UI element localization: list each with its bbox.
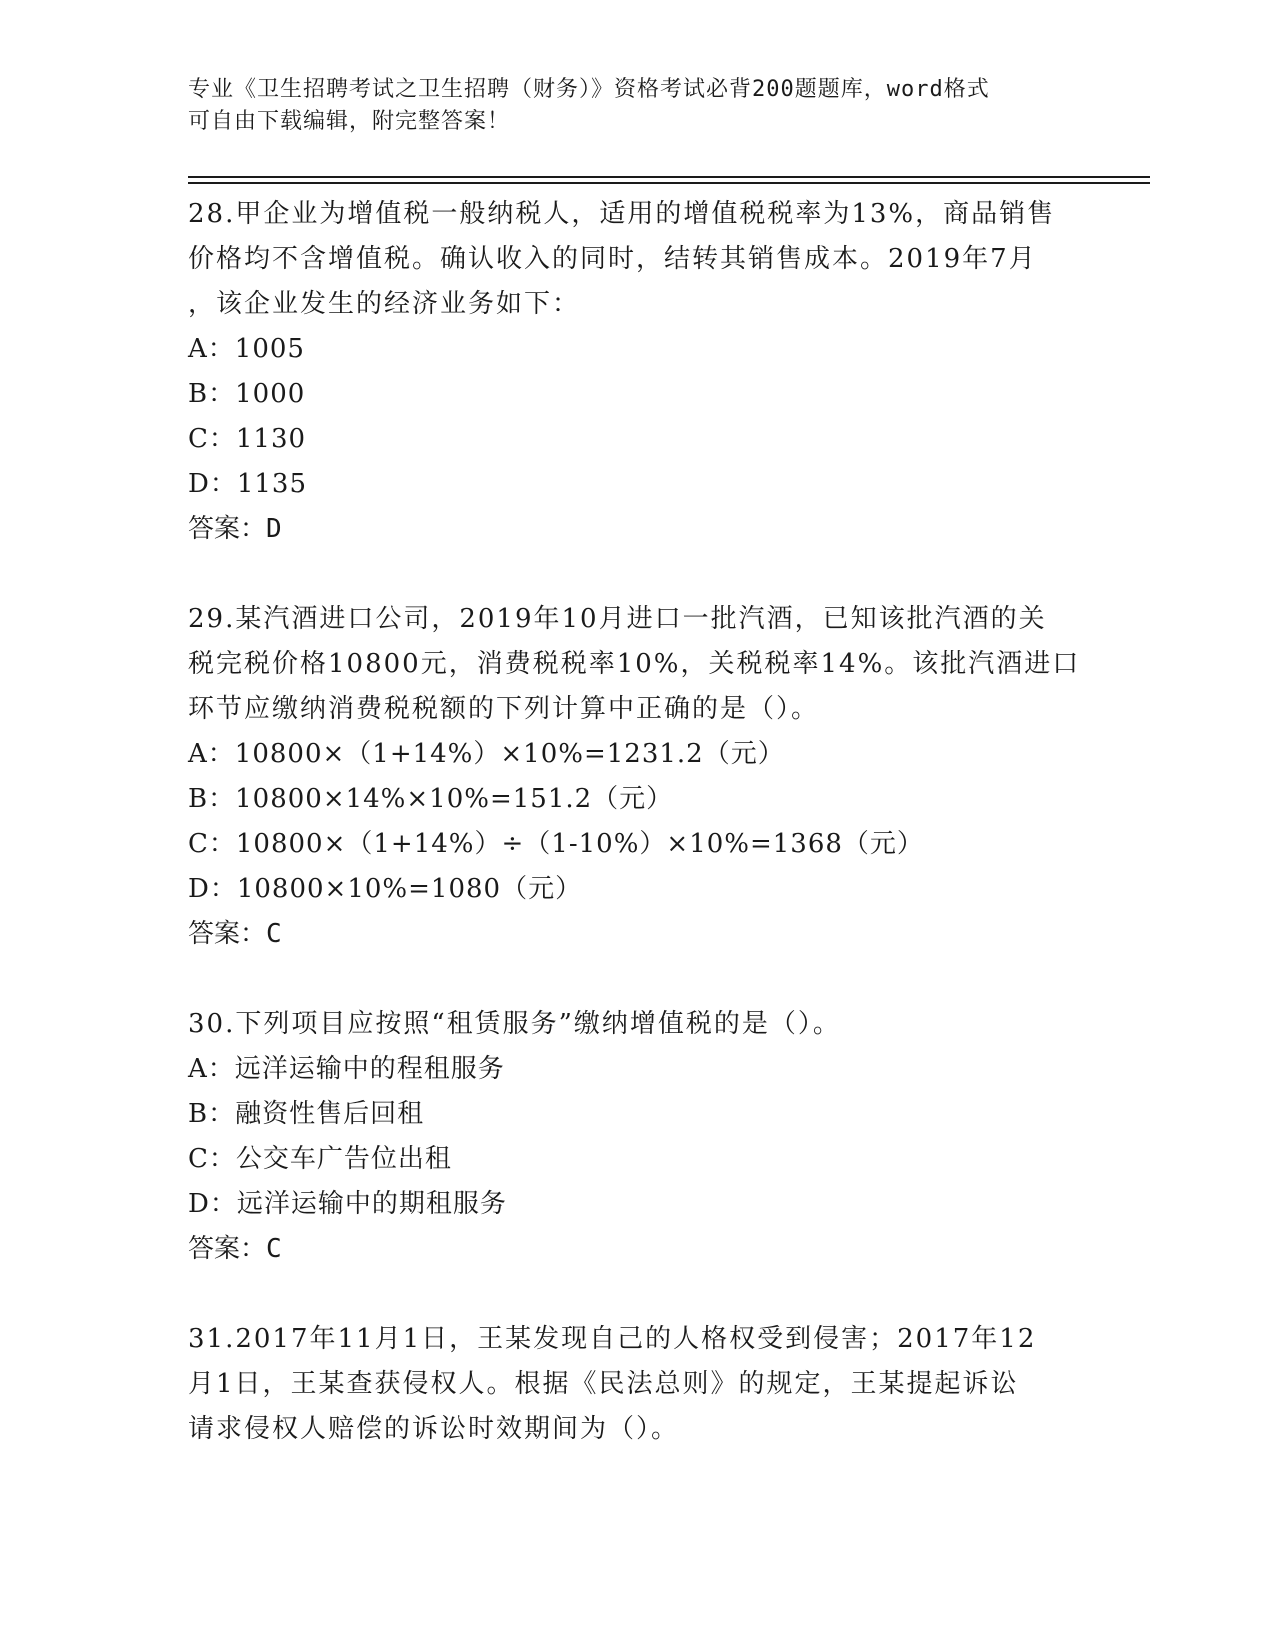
question-text-line: ，该企业发生的经济业务如下：	[188, 289, 581, 319]
option-d: D：远洋运输中的期租服务	[188, 1189, 507, 1219]
question-text-line: 请求侵权人赔偿的诉讼时效期间为（）。	[188, 1414, 680, 1444]
option-d: D：10800×10%=1080（元）	[188, 874, 583, 904]
answer-label: 答案：D	[188, 514, 282, 544]
option-c: C：公交车广告位出租	[188, 1144, 452, 1174]
option-b: B：1000	[188, 379, 306, 409]
option-d: D：1135	[188, 469, 308, 499]
question-28	[188, 192, 1088, 552]
question-text-line: 28.甲企业为增值税一般纳税人，适用的增值税税率为13%，商品销售	[188, 199, 1056, 229]
question-text-line: 月1日，王某查获侵权人。根据《民法总则》的规定，王某提起诉讼	[188, 1369, 1019, 1399]
option-b: B：融资性售后回租	[188, 1099, 425, 1129]
header-divider-bottom	[188, 182, 1150, 184]
option-a: A：远洋运输中的程租服务	[188, 1054, 505, 1084]
question-31	[188, 1317, 1088, 1452]
answer-label: 答案：C	[188, 1234, 282, 1264]
header-line-2: 可自由下载编辑，附完整答案！	[188, 109, 511, 134]
answer-label: 答案：C	[188, 919, 282, 949]
question-text-line: 环节应缴纳消费税税额的下列计算中正确的是（）。	[188, 694, 820, 724]
header-line-1: 专业《卫生招聘考试之卫生招聘（财务）》资格考试必背200题题库，word格式	[188, 77, 990, 102]
question-text-line: 税完税价格10800元，消费税税率10%，关税税率14%。该批汽酒进口	[188, 649, 1081, 679]
question-list	[188, 192, 1088, 1497]
document-header	[188, 74, 1068, 138]
question-text-line: 29.某汽酒进口公司，2019年10月进口一批汽酒，已知该批汽酒的关	[188, 604, 1047, 634]
question-29	[188, 597, 1088, 957]
question-30	[188, 1002, 1088, 1272]
question-text-line: 31.2017年11月1日，王某发现自己的人格权受到侵害；2017年12	[188, 1324, 1037, 1354]
option-b: B：10800×14%×10%=151.2（元）	[188, 784, 674, 814]
option-c: C：10800×（1+14%）÷（1-10%）×10%=1368（元）	[188, 829, 924, 859]
question-text-line: 30.下列项目应按照“租赁服务”缴纳增值税的是（）。	[188, 1009, 841, 1039]
question-text-line: 价格均不含增值税。确认收入的同时，结转其销售成本。2019年7月	[188, 244, 1037, 274]
option-a: A：1005	[188, 334, 305, 364]
option-c: C：1130	[188, 424, 307, 454]
option-a: A：10800×（1+14%）×10%=1231.2（元）	[188, 739, 785, 769]
header-divider-top	[188, 176, 1150, 178]
